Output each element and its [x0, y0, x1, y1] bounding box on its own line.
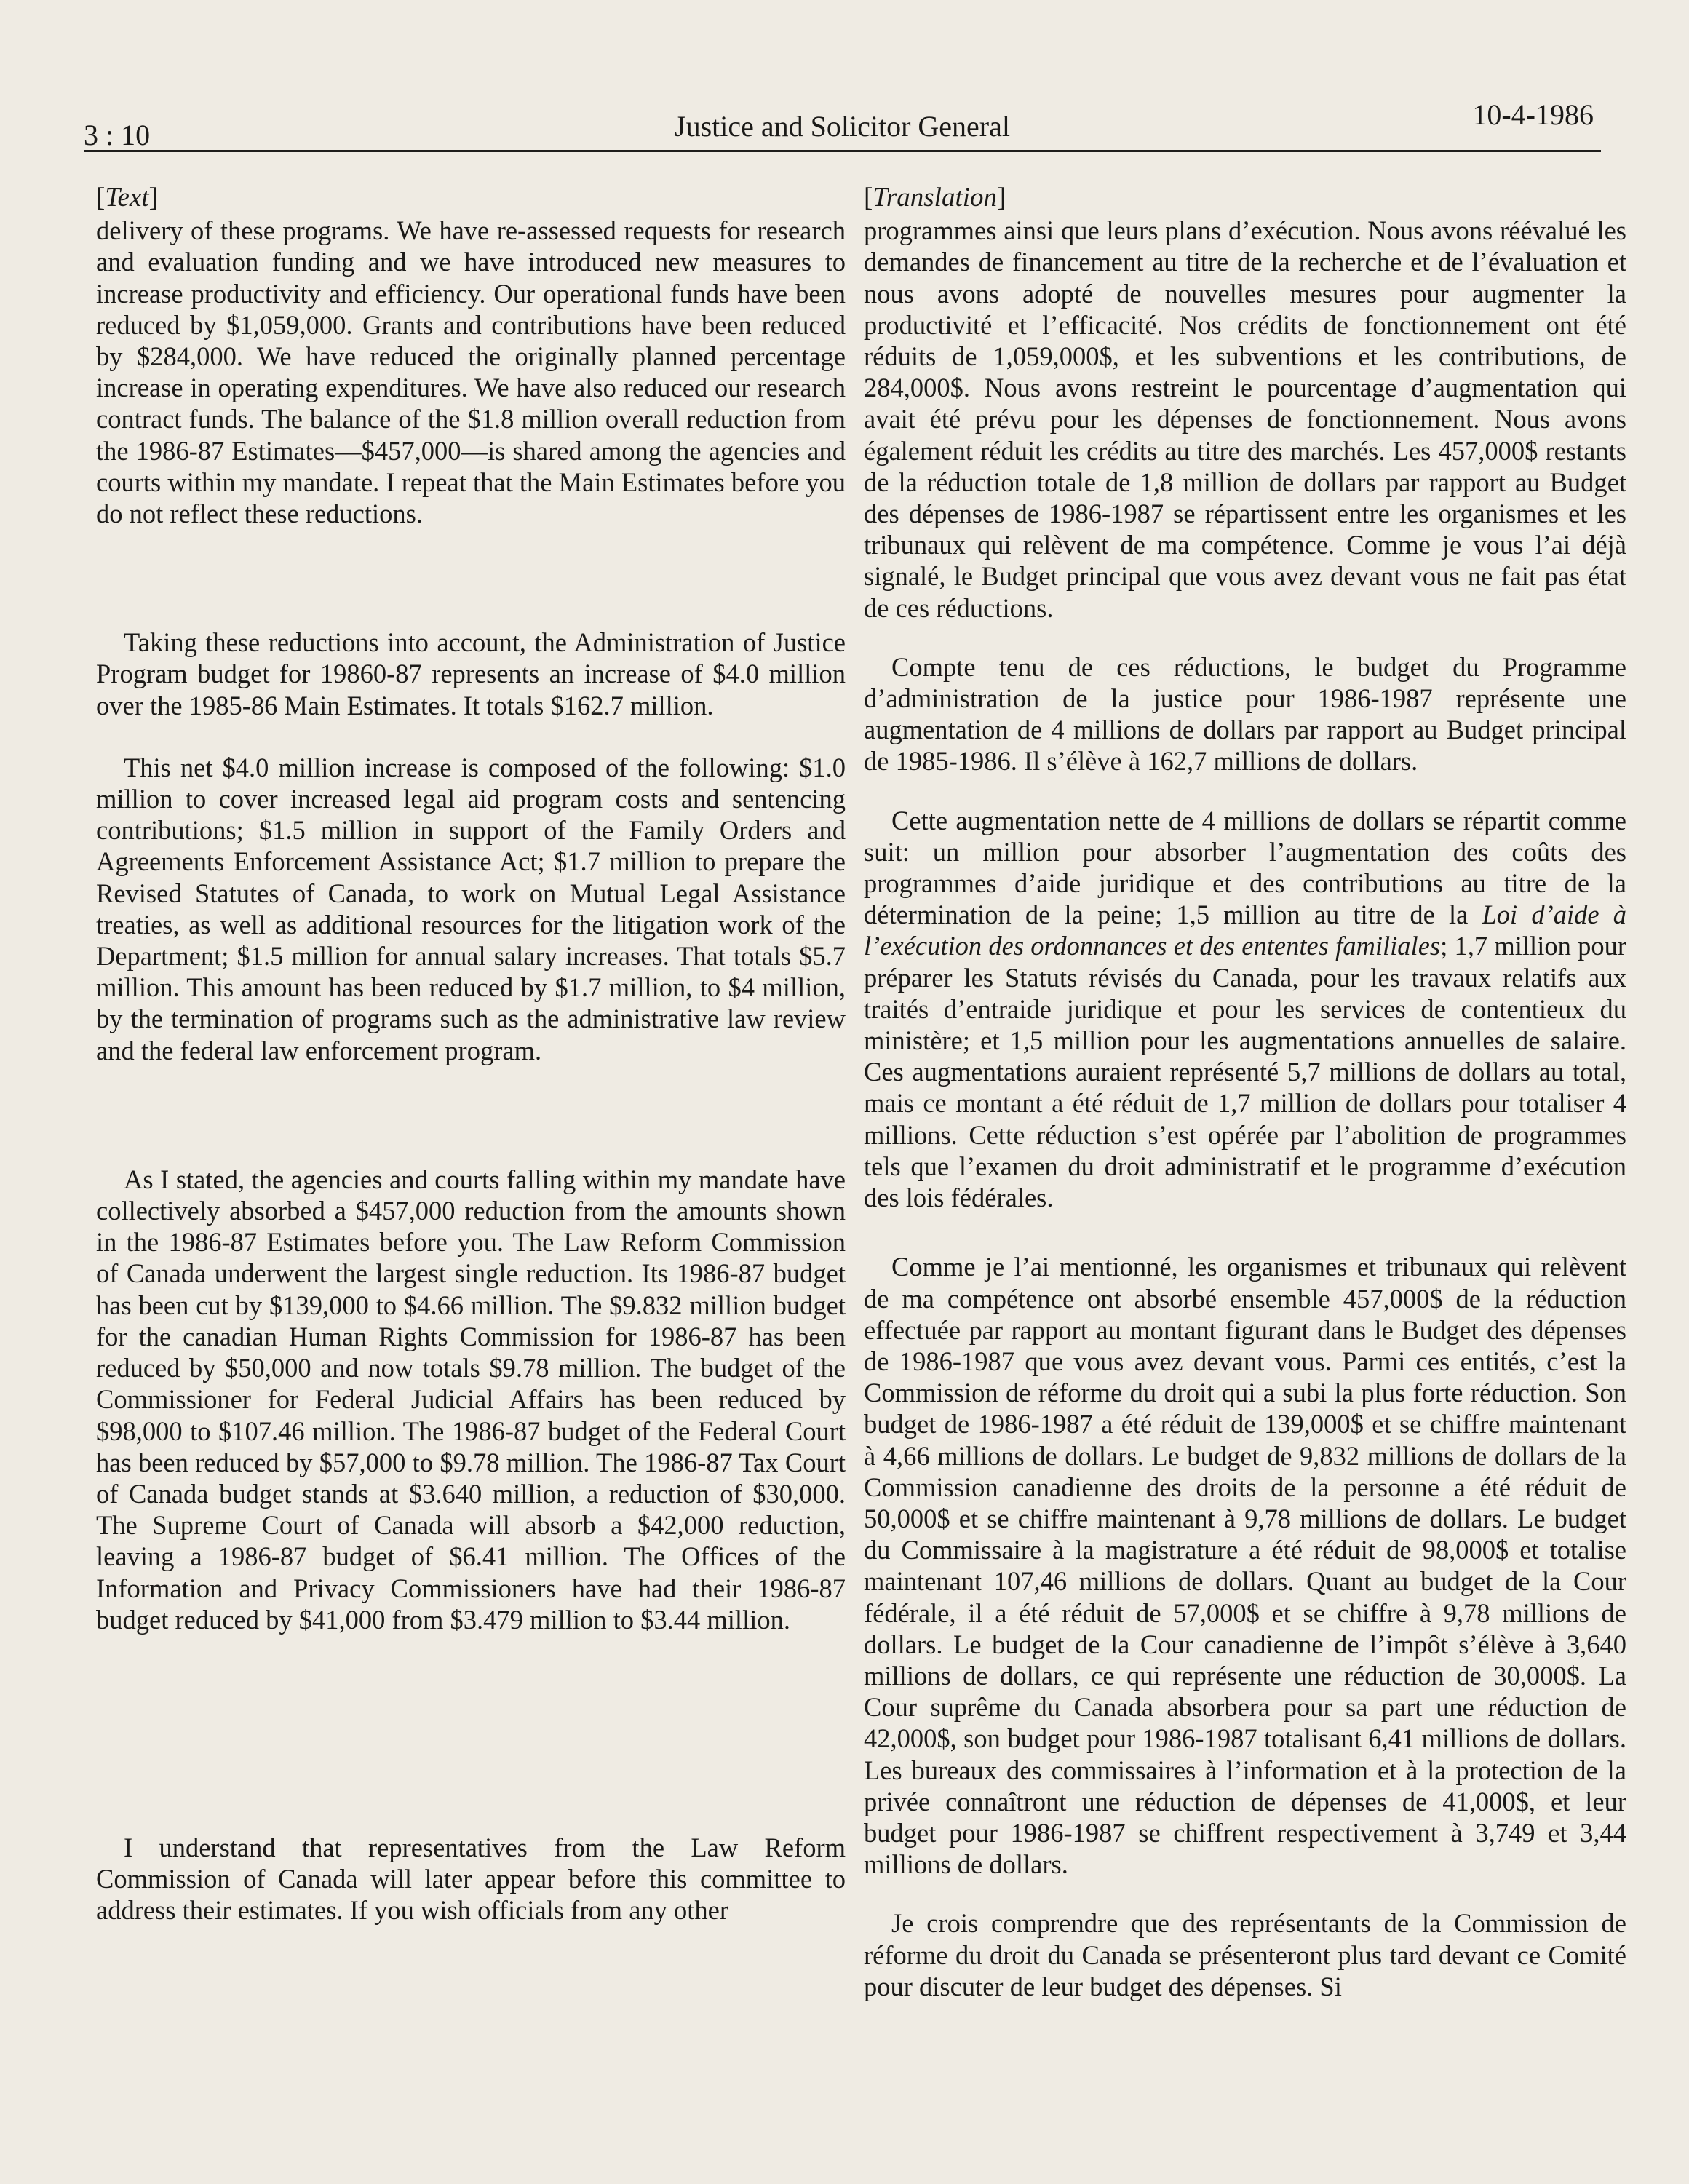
paragraph: Taking these reductions into account, the Administration of Justice Program budget for 19860-87 represents an increase of $4.0 million over the 1985-86 Main Estimates. It totals $162.7 million. [96, 627, 846, 720]
page-header [84, 98, 1601, 154]
page-number: 3 : 10 [84, 119, 151, 151]
paragraph: Comme je l’ai mentionné, les organismes et tribunaux qui relèvent de ma compétence ont absorbé ensemble 457,000$ de la réduction effectuée par rapport au montant figurant dans le Budget des dépenses de 1986-1987 que vous avez devant vous. Parmi ces entités, c’est la Commission de réforme du droit qui a subi la plus forte réduction. Son budget de 1986-1987 a été réduit de 139,000$ et se chiffre maintenant à 4,66 millions de dollars. Le budget de 9,832 millions de dollars de la Commission canadienne des droits de la personne a été réduit de 50,000$ et se chiffre maintenant à 9,78 millions de dollars. Le budget du Commissaire à la magistrature a été réduit de 98,000$ et totalise maintenant 107,46 millions de dollars. Quant au budget de la Cour fédérale, il a été réduit de 57,000$ et se chiffre à 9,78 millions de dollars. Le budget de la Cour canadienne de l’impôt s’élève à 3,640 millions de dollars, ce qui représente une réduction de 30,000$. La Cour suprême du Canada absorbera pour sa part une réduction de 42,000$, son budget pour 1986-1987 totalisant 6,41 millions de dollars. Les bureaux des commissaires à l’information et à la protection de la privée connaîtront une réduction de dépenses de 41,000$, et leur budget pour 1986-1987 se chiffrent respectivement à 3,749 et 3,44 millions de dollars. [864, 1252, 1626, 1880]
paragraph: As I stated, the agencies and courts falling within my mandate have collectively absorbed a $457,000 reduction from the amounts shown in the 1986-87 Estimates before you. The Law Reform Commission of Canada underwent the largest single reduction. Its 1986-87 budget has been cut by $139,000 to $4.66 million. The $9.832 million budget for the canadian Human Rights Commission for 1986-87 has been reduced by $50,000 and now totals $9.78 million. The budget of the Commissioner for Federal Judicial Affairs has been reduced by $98,000 to $107.46 million. The 1986-87 budget of the Federal Court has been reduced by $57,000 to $9.78 million. The 1986-87 Tax Court of Canada budget stands at $3.640 million, a reduction of $30,000. The Supreme Court of Canada will absorb a $42,000 reduction, leaving a 1986-87 budget of $6.41 million. The Offices of the Information and Privacy Commissioners have had their 1986-87 budget reduced by $41,000 from $3.479 million to $3.44 million. [96, 1164, 846, 1635]
header-rule [84, 150, 1601, 152]
paragraph: Je crois comprendre que des représentants de la Commission de réforme du droit du Canada se présenteront plus tard devant ce Comité pour discuter de leur budget des dépenses. Si [864, 1908, 1626, 2001]
header-date: 10-4-1986 [1472, 98, 1594, 131]
paragraph: Cette augmentation nette de 4 millions de dollars se répartit comme suit: un million pour absorber l’augmentation des coûts des programmes d’aide juridique et des contributions au titre de la détermination de la peine; 1,5 million au titre de la Loi d’aide à l’exécution des ordonnances et des ententes familiales; 1,7 million pour préparer les Statuts révisés du Canada, pour les travaux relatifs aux traités d’entraide juridique et pour les services de contentieux du ministère; et 1,5 million pour les augmentations annuelles de salaire. Ces augmentations auraient représenté 5,7 millions de dollars au total, mais ce montant a été réduit de 1,7 million de dollars pour totaliser 4 millions. Cette réduction s’est opérée par l’abolition de programmes tels que l’examen du droit administratif et le programme d’exécution des lois fédérales. [864, 805, 1626, 1213]
paragraph: programmes ainsi que leurs plans d’exécution. Nous avons réévalué les demandes de financement au titre de la recherche et de l’évaluation et nous avons adopté de nouvelles mesures pour augmenter la productivité et l’efficacité. Nos crédits de fonctionnement ont été réduits de 1,059,000$, et les subventions et les contributions, de 284,000$. Nous avons restreint le pourcentage d’augmentation qui avait été prévu pour les dépenses de fonctionnement. Nous avons également réduit les crédits au titre des marchés. Les 457,000$ restants de la réduction totale de 1,8 million de dollars par rapport au Budget des dépenses de 1986-1987 se répartissent entre les organismes et les tribunaux qui relèvent de ma compétence. Comme je vous l’ai déjà signalé, le Budget principal que vous avez devant vous ne fait pas état de ces réductions. [864, 215, 1626, 623]
paragraph: Compte tenu de ces réductions, le budget du Programme d’administration de la justice pour 1986-1987 représente une augmentation de 4 millions de dollars par rapport au Budget principal de 1985-1986. Il s’élève à 162,7 millions de dollars. [864, 651, 1626, 777]
running-title: Justice and Solicitor General [675, 110, 1010, 143]
act-title: Loi d’aide à l’exécution des ordonnances et des ententes familiales [864, 900, 1626, 961]
french-column [864, 182, 1626, 2002]
translation-label: [Translation] [864, 183, 1006, 213]
paragraph: I understand that representatives from the Law Reform Commission of Canada will later appear before this committee to address their estimates. If you wish officials from any other [96, 1832, 846, 1926]
paragraph: delivery of these programs. We have re-assessed requests for research and evaluation funding and we have introduced new measures to increase productivity and efficiency. Our operational funds have been reduced by $1,059,000. Grants and contributions have been reduced by $284,000. We have reduced the originally planned percentage increase in operating expenditures. We have also reduced our research contract funds. The balance of the $1.8 million overall reduction from the 1986-87 Estimates—$457,000—is shared among the agencies and courts within my mandate. I repeat that the Main Estimates before you do not reflect these reductions. [96, 215, 846, 529]
text-label: [Text] [96, 183, 158, 213]
paragraph: This net $4.0 million increase is composed of the following: $1.0 million to cover increased legal aid program costs and sentencing contributions; $1.5 million in support of the Family Orders and Agreements Enforcement Assistance Act; $1.7 million to prepare the Revised Statutes of Canada, to work on Mutual Legal Assistance treaties, as well as additional resources for the litigation work of the Department; $1.5 million for annual salary increases. That totals $5.7 million. This amount has been reduced by $1.7 million, to $4 million, by the termination of programs such as the administrative law review and the federal law enforcement program. [96, 752, 846, 1065]
english-column [96, 182, 846, 1926]
